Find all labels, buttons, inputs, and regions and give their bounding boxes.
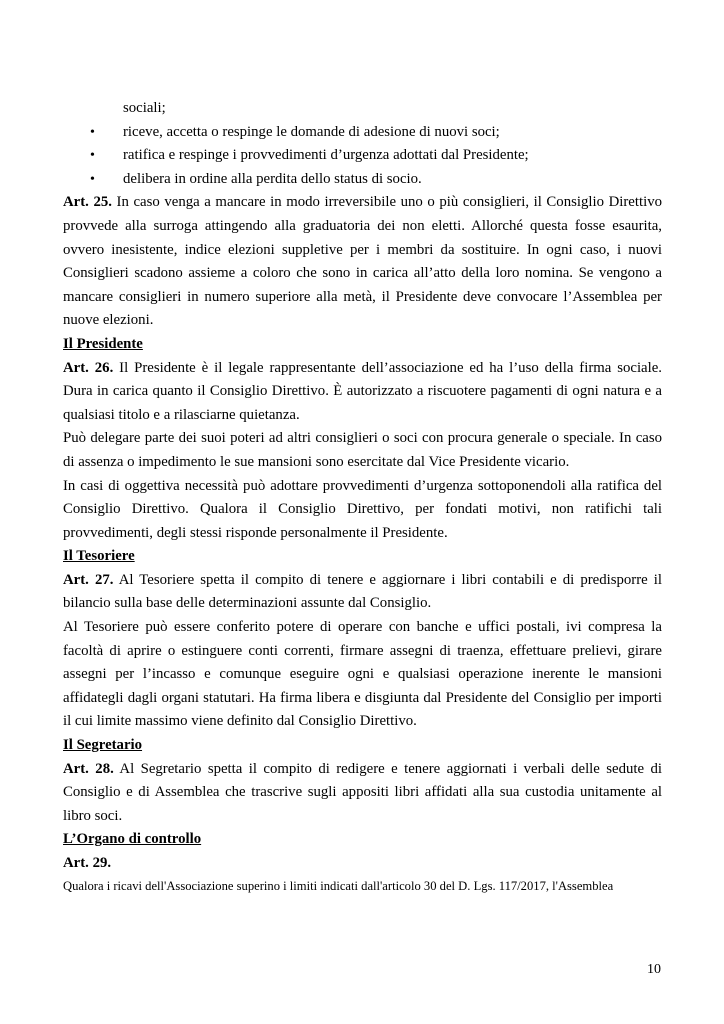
- document-body: [63, 97, 662, 896]
- paragraph-line: [63, 357, 662, 381]
- list-item: [63, 121, 662, 145]
- line-text: In caso venga a mancare in modo irreversibile uno o più consiglieri, il Consiglio Direttivo: [111, 194, 662, 211]
- paragraph-line: affidategli dagli organi statutari. Ha firma libera e disgiunta dal Presidente del Consiglio per importi: [63, 689, 662, 706]
- article-27: [63, 569, 662, 734]
- paragraph-line: Consiglieri scadono assieme a coloro che sono in carica all’atto della loro nomina. Se vengono a: [63, 265, 662, 282]
- article-label: Art. 27.: [63, 571, 114, 588]
- list-continuation: sociali;: [123, 100, 166, 116]
- line-text: Il Presidente è il legale rappresentante dell’associazione ed ha l’uso della firma sociale.: [113, 359, 663, 376]
- paragraph-line: Dura in carica quanto il Consiglio Direttivo. È autorizzato a riscuotere pagamenti di ogni natura e a: [63, 383, 662, 400]
- bullet-icon: •: [90, 148, 95, 164]
- article-29-label: Art. 29.: [63, 855, 112, 871]
- paragraph-line: bilancio sulla base delle determinazioni assunte dal Consiglio.: [63, 595, 432, 612]
- paragraph-line: libro soci.: [63, 807, 123, 824]
- bullet-icon: •: [90, 124, 95, 140]
- section-heading-secretary: Il Segretario: [63, 737, 143, 754]
- article-label: Art. 26.: [63, 359, 114, 376]
- paragraph-line: assegni per l’incasso e comunque eseguire ogni e qualsiasi operazione inerente le mansioni: [63, 666, 662, 683]
- paragraph-line: provvede alla surroga attingendo alla graduatoria dei non eletti. Allorché questa fosse esaurita,: [63, 217, 662, 234]
- line-text: Al Segretario spetta il compito di redigere e tenere aggiornati i verbali delle sedute di: [113, 760, 662, 777]
- article-25: [63, 191, 662, 333]
- list-item: [63, 144, 662, 168]
- article-label: Art. 28.: [63, 760, 114, 777]
- paragraph-line: Al Tesoriere può essere conferito potere di operare con banche e uffici postali, ivi compresa la: [63, 619, 662, 636]
- article-26: [63, 357, 662, 546]
- section-heading-treasurer: Il Tesoriere: [63, 548, 135, 565]
- line-text: Al Tesoriere spetta il compito di tenere e aggiornare i libri contabili e di predisporre il: [113, 571, 663, 588]
- paragraph-line: Consiglio e di Assemblea che trascrive sugli appositi libri affidati alla sua custodia unitamente al: [63, 784, 662, 801]
- list-item-text: ratifica e respinge i provvedimenti d’urgenza adottati dal Presidente;: [123, 147, 529, 164]
- paragraph-line: In casi di oggettiva necessità può adottare provvedimenti d’urgenza sottoponendoli alla ratifica del: [63, 477, 662, 494]
- paragraph-line: Qualora i ricavi dell'Associazione superino i limiti indicati dall'articolo 30 del D. Lgs. 117/2017, l'Assemblea: [63, 878, 614, 893]
- list-item-text: riceve, accetta o respinge le domande di adesione di nuovi soci;: [123, 123, 500, 140]
- paragraph-line: mancare consiglieri in numero superiore alla metà, il Presidente deve convocare l’Assemblea per: [63, 288, 662, 305]
- paragraph-line: Consiglio Direttivo. Qualora il Consiglio Direttivo, per fondati motivi, non ratifichi tali: [63, 501, 662, 518]
- paragraph-line: nuove elezioni.: [63, 312, 154, 329]
- article-28: [63, 758, 662, 829]
- paragraph-line: provvedimenti, degli stessi risponde personalmente il Presidente.: [63, 524, 448, 541]
- paragraph-line: Può delegare parte dei suoi poteri ad altri consiglieri o soci con procura generale o speciale. In caso: [63, 430, 662, 447]
- section-heading-president: Il Presidente: [63, 335, 143, 352]
- page-number: 10: [647, 962, 661, 977]
- paragraph-line: [63, 569, 662, 593]
- paragraph-line: qualsiasi titolo e a rilasciarne quietanza.: [63, 406, 300, 423]
- paragraph-line: [63, 191, 662, 215]
- section-heading-control-body: L’Organo di controllo: [63, 831, 202, 848]
- paragraph-line: di assenza o impedimento le sue mansioni sono esercitate dal Vice Presidente vicario.: [63, 453, 570, 470]
- list-item-text: delibera in ordine alla perdita dello status di socio.: [123, 170, 422, 187]
- list-item: [63, 168, 662, 192]
- paragraph-line: [63, 758, 662, 782]
- paragraph-line: il cui limite massimo viene definito dal Consiglio Direttivo.: [63, 713, 417, 730]
- article-label: Art. 25.: [63, 194, 112, 211]
- paragraph-line: facoltà di aprire o estinguere conti correnti, firmare assegni di traenza, effettuare prelievi, girare: [63, 642, 662, 659]
- bullet-icon: •: [90, 171, 95, 187]
- paragraph-line: ovvero inesistente, indice elezioni suppletive per i membri da sostituire. In ogni caso, i nuovi: [63, 241, 662, 258]
